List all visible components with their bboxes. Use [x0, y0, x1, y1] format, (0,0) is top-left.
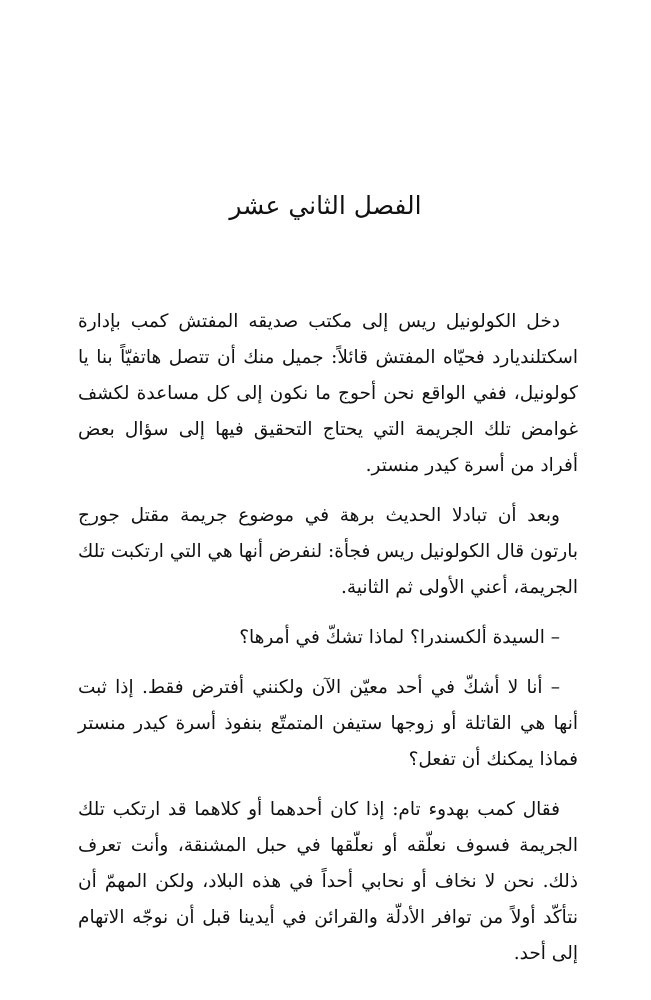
chapter-body	[78, 304, 578, 986]
paragraph-3: – السيدة ألكسندرا؟ لماذا تشكّ في أمرها؟	[239, 627, 560, 648]
paragraph-2: وبعد أن تبادلا الحديث برهة في موضوع جريمة مقتل جورج بارتون قال الكولونيل ريس فجأة: لنفرض أنها هي التي ارتكبت تلك الجريمة، أعني الأولى ثم الثانية.	[78, 505, 578, 598]
chapter-title: الفصل الثاني عشر	[229, 191, 422, 220]
paragraph-5: فقال كمب بهدوء تام: إذا كان أحدهما أو كلاهما قد ارتكب تلك الجريمة فسوف نعلّقه أو نعلّقها في حبل المشنقة، وأنت تعرف ذلك. نحن لا نخاف أو نحابي أحداً في هذه البلاد، ولكن المهمّ أن نتأكّد أولاً من توافر الأدلّة والقرائن في أيدينا قبل أن نوجّه الاتهام إلى أحد.	[78, 799, 578, 964]
paragraph-4: – أنا لا أشكّ في أحد معيّن الآن ولكنني أفترض فقط. إذا ثبت أنها هي القاتلة أو زوجها ستيفن المتمتّع بنفوذ أسرة كيدر منستر فماذا يمكنك أن تفعل؟	[78, 677, 578, 770]
paragraph-1: دخل الكولونيل ريس إلى مكتب صديقه المفتش كمب بإدارة اسكتلنديارد فحيّاه المفتش قائلاً: جميل منك أن تتصل هاتفيّاً بنا يا كولونيل، ففي الواقع نحن أحوج ما نكون إلى كل مساعدة لكشف غوامض تلك الجريمة التي يحتاج التحقيق فيها إلى سؤال بعض أفراد من أسرة كيدر منستر.	[78, 311, 578, 476]
